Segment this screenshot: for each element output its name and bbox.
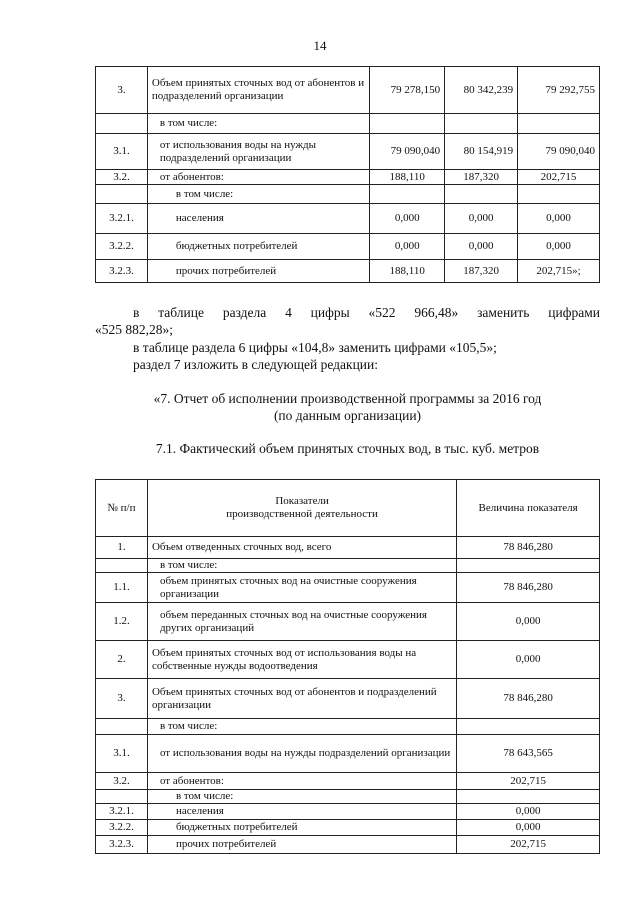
table-row — [96, 641, 600, 679]
table-header-row — [96, 480, 600, 537]
value-cell: 187,320 — [445, 170, 518, 185]
row-number: 3. — [96, 67, 148, 114]
value-cell: 78 643,565 — [457, 735, 600, 773]
value-cell: 0,000 — [445, 204, 518, 234]
value-cell: 79 090,040 — [518, 134, 600, 170]
value-cell — [370, 185, 445, 204]
row-number: 1.1. — [96, 573, 148, 603]
row-label: в том числе: — [147, 559, 456, 573]
row-label: населения — [147, 804, 456, 820]
row-number: 1.2. — [96, 603, 148, 641]
value-cell — [518, 114, 600, 134]
table-row — [96, 559, 600, 573]
row-number: 3.1. — [96, 134, 148, 170]
value-cell: 202,715 — [457, 836, 600, 854]
row-number: 1. — [96, 537, 148, 559]
value-cell — [457, 790, 600, 804]
table-row — [96, 114, 600, 134]
row-number — [96, 114, 148, 134]
row-number — [96, 559, 148, 573]
table-row — [96, 790, 600, 804]
table-row — [96, 719, 600, 735]
header-num: № п/п — [96, 480, 148, 537]
row-number: 3.2.2. — [96, 234, 148, 260]
value-cell: 202,715 — [518, 170, 600, 185]
row-label: Объем отведенных сточных вод, всего — [147, 537, 456, 559]
row-label: Объем принятых сточных вод от использования воды на собственные нужды водоотведения — [147, 641, 456, 679]
table-row — [96, 204, 600, 234]
continued-table — [95, 66, 600, 283]
table-row — [96, 67, 600, 114]
value-cell — [445, 114, 518, 134]
row-label: населения — [147, 204, 369, 234]
row-label: объем переданных сточных вод на очистные сооружения других организаций — [147, 603, 456, 641]
value-cell: 187,320 — [445, 260, 518, 283]
value-cell: 79 292,755 — [518, 67, 600, 114]
value-cell: 188,110 — [370, 170, 445, 185]
paragraph-replace-section6: в таблице раздела 6 цифры «104,8» заменить цифрами «105,5»; — [133, 340, 497, 355]
table-row — [96, 836, 600, 854]
row-label: бюджетных потребителей — [147, 234, 369, 260]
value-cell — [445, 185, 518, 204]
value-cell: 78 846,280 — [457, 537, 600, 559]
value-cell: 0,000 — [457, 603, 600, 641]
row-label: в том числе: — [147, 114, 369, 134]
row-label: прочих потребителей — [147, 260, 369, 283]
value-cell: 80 342,239 — [445, 67, 518, 114]
table-row — [96, 679, 600, 719]
row-number: 3.2.3. — [96, 260, 148, 283]
row-label: бюджетных потребителей — [147, 820, 456, 836]
value-cell: 188,110 — [370, 260, 445, 283]
value-cell — [518, 185, 600, 204]
row-label: объем принятых сточных вод на очистные сооружения организации — [147, 573, 456, 603]
header-indicators-line2: производственной деятельности — [226, 508, 378, 520]
table-row — [96, 773, 600, 790]
table-row — [96, 820, 600, 836]
value-cell: 0,000 — [370, 204, 445, 234]
table-row — [96, 573, 600, 603]
value-cell: 0,000 — [370, 234, 445, 260]
row-number — [96, 719, 148, 735]
row-label: от абонентов: — [147, 170, 369, 185]
header-indicators — [147, 480, 456, 537]
table-row — [96, 185, 600, 204]
row-number — [96, 185, 148, 204]
row-label: в том числе: — [147, 185, 369, 204]
section-heading: «7. Отчет об исполнении производственной программы за 2016 год — [153, 391, 542, 406]
value-cell: 0,000 — [518, 234, 600, 260]
row-number: 3.2.1. — [96, 804, 148, 820]
row-label: Объем принятых сточных вод от абонентов и подразделений организации — [147, 679, 456, 719]
value-cell: 78 846,280 — [457, 573, 600, 603]
value-cell: 202,715»; — [518, 260, 600, 283]
table-row — [96, 260, 600, 283]
table-row — [96, 603, 600, 641]
actual-volume-table — [95, 479, 600, 854]
row-number: 3.2. — [96, 773, 148, 790]
table-row — [96, 170, 600, 185]
row-number: 3.2. — [96, 170, 148, 185]
table-row — [96, 735, 600, 773]
value-cell: 0,000 — [445, 234, 518, 260]
table-row — [96, 804, 600, 820]
value-cell — [457, 719, 600, 735]
value-cell: 202,715 — [457, 773, 600, 790]
header-indicators-line1: Показатели — [275, 495, 329, 507]
header-value: Величина показателя — [457, 480, 600, 537]
row-label: Объем принятых сточных вод от абонентов и подразделений организации — [147, 67, 369, 114]
row-label: от использования воды на нужды подразделений организации — [147, 134, 369, 170]
row-number — [96, 790, 148, 804]
value-cell: 78 846,280 — [457, 679, 600, 719]
row-label: в том числе: — [147, 790, 456, 804]
row-label: прочих потребителей — [147, 836, 456, 854]
page-number: 14 — [313, 38, 327, 53]
value-cell — [457, 559, 600, 573]
row-number: 3. — [96, 679, 148, 719]
table-row — [96, 537, 600, 559]
table-row — [96, 234, 600, 260]
value-cell: 0,000 — [457, 641, 600, 679]
value-cell — [370, 114, 445, 134]
value-cell: 0,000 — [518, 204, 600, 234]
value-cell: 79 278,150 — [370, 67, 445, 114]
row-number: 3.2.3. — [96, 836, 148, 854]
row-label: от абонентов: — [147, 773, 456, 790]
value-cell: 0,000 — [457, 820, 600, 836]
paragraph-replace-section4-cont: «525 882,28»; — [95, 322, 174, 337]
paragraph-replace-section4: в таблице раздела 4 цифры «522 966,48» заменить цифрами — [133, 305, 600, 320]
subsection-heading: 7.1. Фактический объем принятых сточных вод, в тыс. куб. метров — [155, 441, 540, 456]
row-label: от использования воды на нужды подразделений организации — [147, 735, 456, 773]
row-number: 3.2.1. — [96, 204, 148, 234]
paragraph-section7-intro: раздел 7 изложить в следующей редакции: — [133, 357, 379, 372]
row-number: 3.2.2. — [96, 820, 148, 836]
value-cell: 79 090,040 — [370, 134, 445, 170]
row-number: 3.1. — [96, 735, 148, 773]
table-row — [96, 134, 600, 170]
value-cell: 80 154,919 — [445, 134, 518, 170]
section-heading-subtitle: (по данным организации) — [273, 408, 422, 423]
row-number: 2. — [96, 641, 148, 679]
value-cell: 0,000 — [457, 804, 600, 820]
row-label: в том числе: — [147, 719, 456, 735]
